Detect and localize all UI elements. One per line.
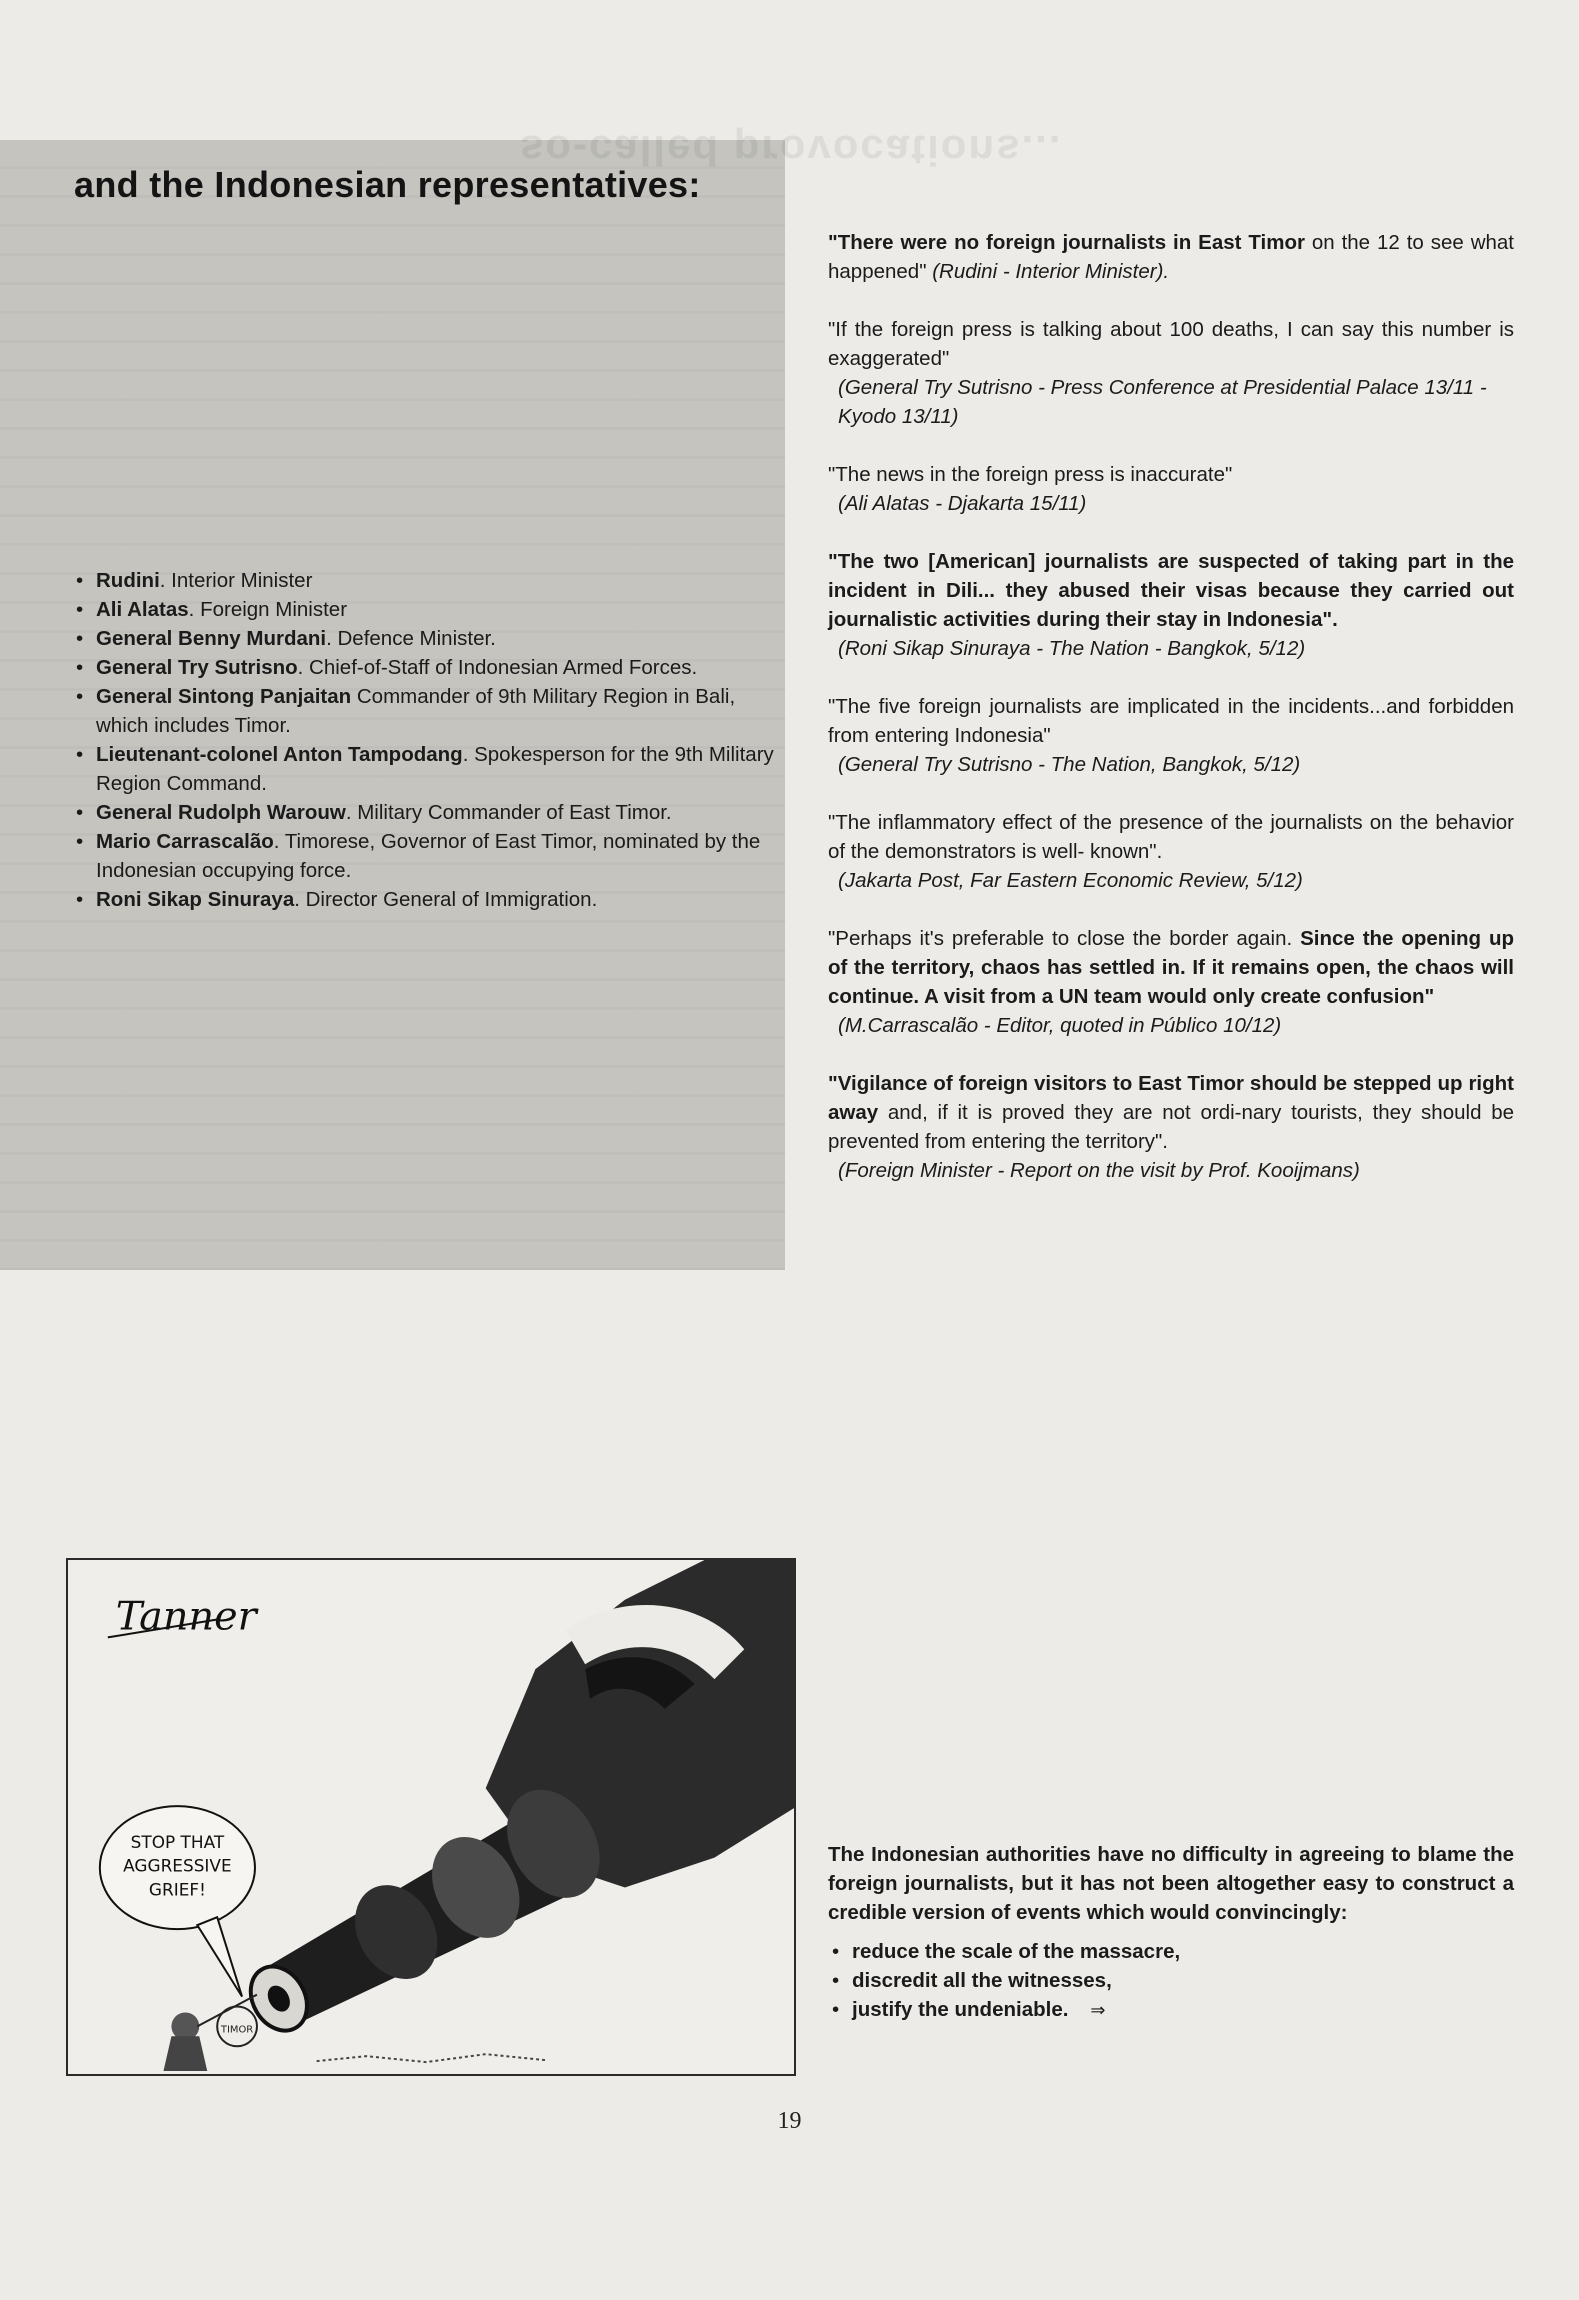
representative-role: Commander of 9th Military Region in Bali, which includes Timor. bbox=[96, 685, 736, 737]
quote-block bbox=[828, 924, 1514, 1040]
quote-text: "The five foreign journalists are implicated in the incidents...and forbidden from entering Indonesia" bbox=[828, 695, 1514, 747]
speech-line-1: STOP THAT bbox=[130, 1831, 225, 1852]
continue-arrow-icon: ⇒ bbox=[1090, 2000, 1106, 2020]
conclusion-item: • reduce the scale of the massacre, bbox=[828, 1937, 1514, 1966]
quote-source: (M.Carrascalão - Editor, quoted in Público 10/12) bbox=[838, 1014, 1282, 1037]
quote-source: (General Try Sutrisno - The Nation, Bangkok, 5/12) bbox=[838, 753, 1301, 776]
representative-name: General Try Sutrisno bbox=[96, 656, 298, 679]
representative-name: General Benny Murdani bbox=[96, 627, 327, 650]
quote-text: "The two [American] journalists are suspected of taking part in the incident in Dili... they abused their visas because they carried out journalistic activities during their stay in Indonesia". bbox=[828, 550, 1514, 631]
representative-role: . Chief-of-Staff of Indonesian Armed Forces. bbox=[297, 656, 698, 679]
quote-text: "There were no foreign journalists in East Timor on the 12 to see what happened" (Rudini - Interior Minister). bbox=[828, 231, 1514, 283]
section-title: and the Indonesian representatives: bbox=[74, 164, 701, 205]
representative-item bbox=[76, 566, 776, 595]
cartoon-illustration bbox=[66, 1558, 796, 2076]
speech-line-2: AGGRESSIVE bbox=[123, 1855, 232, 1876]
quote-text: "Perhaps it's preferable to close the border again. Since the opening up of the territory, chaos has settled in. If it remains open, the chaos will continue. A visit from a UN team would only create confusion" bbox=[828, 927, 1514, 1008]
conclusion-text: The Indonesian authorities have no difficulty in agreeing to blame the foreign journalists, but it has not been altogether easy to construct a credible version of events which would convincingly: bbox=[828, 1843, 1514, 1924]
quote-block bbox=[828, 808, 1514, 895]
cartoon-signature: Tanner bbox=[115, 1593, 257, 1640]
quote-text: "The news in the foreign press is inaccurate" bbox=[828, 463, 1233, 486]
representative-item bbox=[76, 798, 776, 827]
quote-text: "The inflammatory effect of the presence of the journalists on the behavior of the demonstrators is well- known". bbox=[828, 811, 1514, 863]
representative-name: Ali Alatas bbox=[96, 598, 189, 621]
representative-role: . Interior Minister bbox=[159, 569, 313, 592]
representative-item bbox=[76, 885, 776, 914]
quote-source: (Rudini - Interior Minister). bbox=[932, 260, 1170, 283]
quote-source: (Roni Sikap Sinuraya - The Nation - Bangkok, 5/12) bbox=[838, 637, 1306, 660]
representative-item bbox=[76, 624, 776, 653]
representative-role: . Foreign Minister bbox=[188, 598, 348, 621]
representatives-list bbox=[76, 566, 776, 914]
representative-role: . Timorese, Governor of East Timor, nominated by the Indonesian occupying force. bbox=[96, 830, 761, 882]
representative-role: . Spokesperson for the 9th Military Region Command. bbox=[96, 743, 774, 795]
representative-item bbox=[76, 682, 776, 740]
quote-source: (Ali Alatas - Djakarta 15/11) bbox=[838, 492, 1087, 515]
representative-name: Lieutenant-colonel Anton Tampodang bbox=[96, 743, 463, 766]
page-number: 19 bbox=[777, 2108, 802, 2134]
conclusion-block bbox=[828, 1840, 1514, 2025]
quote-source: (Foreign Minister - Report on the visit by Prof. Kooijmans) bbox=[838, 1159, 1360, 1182]
representative-name: General Sintong Panjaitan bbox=[96, 685, 352, 708]
quote-text: "If the foreign press is talking about 100 deaths, I can say this number is exaggerated" bbox=[828, 318, 1514, 370]
representative-role: . Defence Minister. bbox=[326, 627, 496, 650]
representative-name: Mario Carrascalão bbox=[96, 830, 274, 853]
representative-item bbox=[76, 827, 776, 885]
conclusion-item: • justify the undeniable. ⇒ bbox=[828, 1995, 1514, 2025]
quote-block bbox=[828, 315, 1514, 431]
representative-role: . Military Commander of East Timor. bbox=[345, 801, 672, 824]
speech-line-3: GRIEF! bbox=[148, 1879, 206, 1900]
conclusion-list bbox=[828, 1937, 1514, 2025]
representative-item bbox=[76, 740, 776, 798]
quote-block bbox=[828, 460, 1514, 518]
globe-label: TIMOR bbox=[220, 2024, 254, 2036]
quote-block bbox=[828, 547, 1514, 663]
cartoon-drawing bbox=[68, 1560, 794, 2074]
representative-name: General Rudolph Warouw bbox=[96, 801, 346, 824]
quote-block bbox=[828, 1069, 1514, 1185]
bleed-through-heading: so-called provocations... bbox=[520, 127, 1063, 174]
representative-name: Roni Sikap Sinuraya bbox=[96, 888, 295, 911]
quote-source: (General Try Sutrisno - Press Conference at Presidential Palace 13/11 - Kyodo 13/11) bbox=[838, 376, 1487, 428]
representative-name: Rudini bbox=[96, 569, 160, 592]
quotes-column bbox=[828, 228, 1514, 1214]
quote-source: (Jakarta Post, Far Eastern Economic Review, 5/12) bbox=[838, 869, 1303, 892]
quote-block bbox=[828, 228, 1514, 286]
representative-item bbox=[76, 595, 776, 624]
representative-item bbox=[76, 653, 776, 682]
representative-role: . Director General of Immigration. bbox=[294, 888, 598, 911]
quote-text: "Vigilance of foreign visitors to East Timor should be stepped up right away and, if it is proved they are not ordi-nary tourists, they should be prevented from entering the territory". bbox=[828, 1072, 1514, 1153]
quote-block bbox=[828, 692, 1514, 779]
conclusion-item: • discredit all the witnesses, bbox=[828, 1966, 1514, 1995]
